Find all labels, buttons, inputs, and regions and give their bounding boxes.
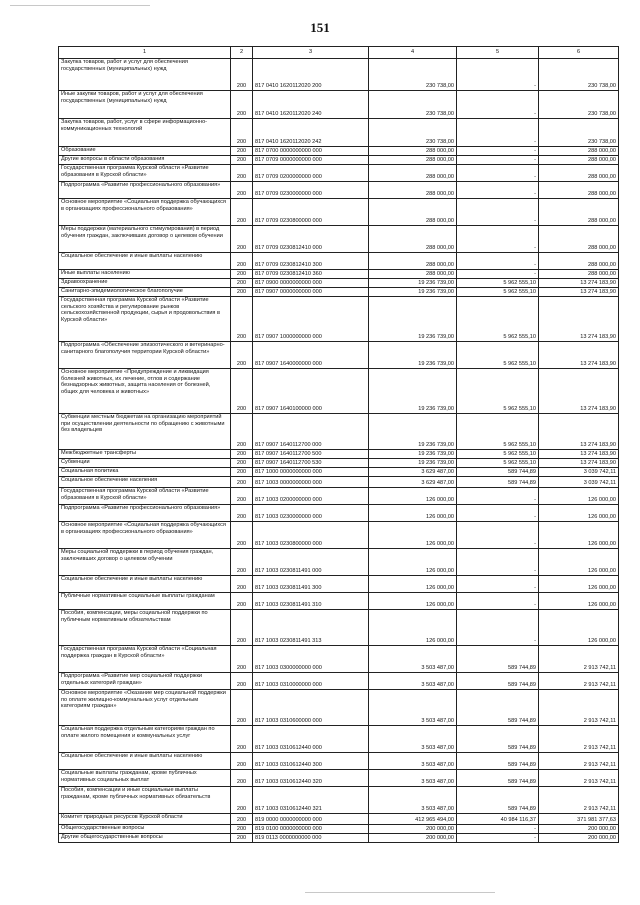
row-value-col6: 13 274 183,90 xyxy=(539,450,619,459)
row-admin-code: 200 xyxy=(231,753,253,770)
row-value-col6: 13 274 183,90 xyxy=(539,369,619,414)
row-value-col4: 126 000,00 xyxy=(369,505,457,522)
table-row xyxy=(59,770,619,787)
row-admin-code: 200 xyxy=(231,825,253,834)
row-value-col4: 230 738,00 xyxy=(369,119,457,147)
row-budget-code: 817 0709 0200000000 000 xyxy=(253,165,369,182)
row-value-col4: 3 503 487,00 xyxy=(369,673,457,690)
row-admin-code: 200 xyxy=(231,288,253,297)
row-name: Субвенции местным бюджетам на организацию мероприятий при осуществлении деятельности по обращению с животными без владельцев xyxy=(59,414,231,450)
row-admin-code: 200 xyxy=(231,673,253,690)
row-value-col5: - xyxy=(457,825,539,834)
table-row xyxy=(59,119,619,147)
table-row xyxy=(59,91,619,119)
row-name: Меры поддержки (материального стимулирования) в период обучения граждан, заключивших договор о целевом обучении xyxy=(59,226,231,253)
table-row xyxy=(59,646,619,673)
row-admin-code: 200 xyxy=(231,279,253,288)
table-row xyxy=(59,165,619,182)
row-budget-code: 817 1003 0230811491 313 xyxy=(253,610,369,646)
row-value-col5: - xyxy=(457,226,539,253)
row-value-col6: 13 274 183,90 xyxy=(539,342,619,369)
row-admin-code: 200 xyxy=(231,297,253,342)
row-value-col4: 19 236 739,00 xyxy=(369,342,457,369)
row-name: Иные выплаты населению xyxy=(59,270,231,279)
row-value-col5: 589 744,89 xyxy=(457,646,539,673)
row-value-col4: 3 629 487,00 xyxy=(369,468,457,477)
row-admin-code: 200 xyxy=(231,450,253,459)
row-value-col5: - xyxy=(457,165,539,182)
row-value-col4: 19 236 739,00 xyxy=(369,369,457,414)
row-value-col6: 13 274 183,90 xyxy=(539,297,619,342)
row-value-col5: - xyxy=(457,576,539,593)
row-value-col6: 288 000,00 xyxy=(539,226,619,253)
table-row xyxy=(59,522,619,549)
row-budget-code: 817 0410 1620112020 200 xyxy=(253,59,369,91)
row-value-col5: 589 744,89 xyxy=(457,787,539,814)
row-admin-code: 200 xyxy=(231,226,253,253)
row-admin-code: 200 xyxy=(231,156,253,165)
row-name: Социальное обеспечение и иные выплаты населению xyxy=(59,253,231,270)
row-admin-code: 200 xyxy=(231,91,253,119)
row-budget-code: 817 0907 1640100000 000 xyxy=(253,369,369,414)
row-value-col6: 13 274 183,90 xyxy=(539,459,619,468)
table-row xyxy=(59,593,619,610)
table-body xyxy=(59,59,619,843)
row-value-col5: 589 744,89 xyxy=(457,753,539,770)
column-header: 5 xyxy=(457,47,539,59)
row-value-col6: 126 000,00 xyxy=(539,549,619,576)
row-admin-code: 200 xyxy=(231,814,253,825)
row-name: Подпрограмма «Развитие профессионального образования» xyxy=(59,505,231,522)
row-value-col4: 288 000,00 xyxy=(369,165,457,182)
row-value-col6: 371 981 377,63 xyxy=(539,814,619,825)
row-name: Социальная поддержка отдельным категориям граждан по оплате жилого помещения и коммунальных услуг xyxy=(59,726,231,753)
row-value-col4: 288 000,00 xyxy=(369,226,457,253)
row-name: Основное мероприятие «Оказание мер социальной поддержки по оплате жилищно-коммунальных услуг отдельным категориям граждан» xyxy=(59,690,231,726)
row-budget-code: 817 0907 1640112700 530 xyxy=(253,459,369,468)
row-value-col6: 13 274 183,90 xyxy=(539,279,619,288)
column-header: 1 xyxy=(59,47,231,59)
row-name: Закупка товаров, работ и услуг для обеспечения государственных (муниципальных) нужд xyxy=(59,59,231,91)
row-value-col4: 288 000,00 xyxy=(369,199,457,226)
row-value-col5: - xyxy=(457,253,539,270)
row-budget-code: 817 1000 0000000000 000 xyxy=(253,468,369,477)
row-admin-code: 200 xyxy=(231,369,253,414)
row-value-col6: 2 913 742,11 xyxy=(539,770,619,787)
header-row xyxy=(59,47,619,59)
table-row xyxy=(59,414,619,450)
row-value-col6: 13 274 183,90 xyxy=(539,288,619,297)
table-row xyxy=(59,477,619,488)
row-budget-code: 817 0907 1000000000 000 xyxy=(253,297,369,342)
row-budget-code: 817 1003 0310612440 000 xyxy=(253,726,369,753)
row-name: Социальные выплаты гражданам, кроме публичных нормативных социальных выплат xyxy=(59,770,231,787)
row-name: Пособия, компенсации, меры социальной поддержки по публичным нормативным обязательствам xyxy=(59,610,231,646)
row-value-col4: 19 236 739,00 xyxy=(369,414,457,450)
row-value-col6: 288 000,00 xyxy=(539,253,619,270)
row-admin-code: 200 xyxy=(231,119,253,147)
row-value-col4: 288 000,00 xyxy=(369,253,457,270)
row-value-col6: 2 913 742,11 xyxy=(539,753,619,770)
row-budget-code: 817 1003 0300000000 000 xyxy=(253,646,369,673)
row-name: Межбюджетные трансферты xyxy=(59,450,231,459)
row-budget-code: 817 1003 0310612440 300 xyxy=(253,753,369,770)
table-row xyxy=(59,576,619,593)
row-admin-code: 200 xyxy=(231,468,253,477)
row-admin-code: 200 xyxy=(231,342,253,369)
table-row xyxy=(59,459,619,468)
table-row xyxy=(59,825,619,834)
row-admin-code: 200 xyxy=(231,787,253,814)
row-admin-code: 200 xyxy=(231,549,253,576)
row-value-col6: 200 000,00 xyxy=(539,834,619,843)
table-row xyxy=(59,156,619,165)
row-value-col5: 40 984 116,37 xyxy=(457,814,539,825)
row-admin-code: 200 xyxy=(231,414,253,450)
row-budget-code: 817 0709 0230812410 000 xyxy=(253,226,369,253)
table-row xyxy=(59,673,619,690)
row-name: Другие общегосударственные вопросы xyxy=(59,834,231,843)
row-admin-code: 200 xyxy=(231,270,253,279)
row-budget-code: 819 0100 0000000000 000 xyxy=(253,825,369,834)
table-row xyxy=(59,288,619,297)
table-row xyxy=(59,199,619,226)
row-value-col4: 200 000,00 xyxy=(369,834,457,843)
table-row xyxy=(59,270,619,279)
row-value-col5: - xyxy=(457,59,539,91)
row-value-col6: 126 000,00 xyxy=(539,488,619,505)
row-budget-code: 817 1003 0230800000 000 xyxy=(253,522,369,549)
table-row xyxy=(59,753,619,770)
row-value-col5: - xyxy=(457,549,539,576)
row-value-col4: 288 000,00 xyxy=(369,182,457,199)
row-value-col5: - xyxy=(457,505,539,522)
row-value-col5: 589 744,89 xyxy=(457,726,539,753)
row-value-col4: 3 503 487,00 xyxy=(369,690,457,726)
row-value-col4: 3 503 487,00 xyxy=(369,646,457,673)
row-budget-code: 817 0900 0000000000 000 xyxy=(253,279,369,288)
row-value-col6: 200 000,00 xyxy=(539,825,619,834)
row-value-col4: 126 000,00 xyxy=(369,549,457,576)
row-value-col5: - xyxy=(457,834,539,843)
row-value-col5: 5 962 555,10 xyxy=(457,414,539,450)
table-row xyxy=(59,468,619,477)
row-value-col6: 2 913 742,11 xyxy=(539,726,619,753)
row-value-col6: 126 000,00 xyxy=(539,593,619,610)
row-name: Основное мероприятие «Предупреждение и ликвидация болезней животных, их лечение, отлов и содержание безнадзорных животных, защита населения от болезней, общих для человека и животных» xyxy=(59,369,231,414)
row-value-col5: 5 962 555,10 xyxy=(457,450,539,459)
row-budget-code: 817 0907 1640000000 000 xyxy=(253,342,369,369)
row-value-col6: 126 000,00 xyxy=(539,610,619,646)
table-row xyxy=(59,147,619,156)
row-value-col6: 288 000,00 xyxy=(539,270,619,279)
row-value-col5: - xyxy=(457,91,539,119)
row-value-col5: 589 744,89 xyxy=(457,477,539,488)
row-budget-code: 819 0113 0000000000 000 xyxy=(253,834,369,843)
row-value-col6: 288 000,00 xyxy=(539,182,619,199)
row-value-col6: 288 000,00 xyxy=(539,156,619,165)
row-value-col5: 5 962 555,10 xyxy=(457,459,539,468)
row-budget-code: 817 0907 1640112700 500 xyxy=(253,450,369,459)
row-value-col6: 288 000,00 xyxy=(539,199,619,226)
row-value-col4: 3 629 487,00 xyxy=(369,477,457,488)
row-admin-code: 200 xyxy=(231,253,253,270)
row-value-col5: - xyxy=(457,182,539,199)
row-budget-code: 817 1003 0200000000 000 xyxy=(253,488,369,505)
row-name: Комитет природных ресурсов Курской области xyxy=(59,814,231,825)
row-admin-code: 200 xyxy=(231,165,253,182)
row-value-col4: 230 738,00 xyxy=(369,91,457,119)
row-value-col4: 126 000,00 xyxy=(369,610,457,646)
row-name: Санитарно-эпидемиологическое благополучие xyxy=(59,288,231,297)
row-budget-code: 817 0709 0000000000 000 xyxy=(253,156,369,165)
row-value-col4: 19 236 739,00 xyxy=(369,297,457,342)
row-budget-code: 817 0700 0000000000 000 xyxy=(253,147,369,156)
row-value-col5: - xyxy=(457,522,539,549)
column-header: 4 xyxy=(369,47,457,59)
row-admin-code: 200 xyxy=(231,488,253,505)
table-row xyxy=(59,505,619,522)
row-value-col4: 19 236 739,00 xyxy=(369,459,457,468)
row-value-col6: 13 274 183,90 xyxy=(539,414,619,450)
row-admin-code: 200 xyxy=(231,459,253,468)
row-value-col4: 200 000,00 xyxy=(369,825,457,834)
row-value-col5: 5 962 555,10 xyxy=(457,369,539,414)
row-value-col5: 589 744,89 xyxy=(457,468,539,477)
row-budget-code: 817 1003 0230000000 000 xyxy=(253,505,369,522)
row-name: Основное мероприятие «Социальная поддержка обучающихся в организациях профессионального образования» xyxy=(59,199,231,226)
row-budget-code: 817 0709 0230812410 360 xyxy=(253,270,369,279)
table-row xyxy=(59,726,619,753)
row-value-col4: 126 000,00 xyxy=(369,488,457,505)
row-value-col6: 126 000,00 xyxy=(539,522,619,549)
row-value-col4: 3 503 487,00 xyxy=(369,770,457,787)
row-value-col6: 230 738,00 xyxy=(539,119,619,147)
row-value-col4: 230 738,00 xyxy=(369,59,457,91)
row-admin-code: 200 xyxy=(231,770,253,787)
row-budget-code: 817 0709 0230800000 000 xyxy=(253,199,369,226)
row-name: Субвенции xyxy=(59,459,231,468)
row-admin-code: 200 xyxy=(231,576,253,593)
row-name: Пособия, компенсации и иные социальные выплаты гражданам, кроме публичных нормативных обязательств xyxy=(59,787,231,814)
row-value-col4: 3 503 487,00 xyxy=(369,753,457,770)
row-value-col6: 230 738,00 xyxy=(539,59,619,91)
bottom-rule xyxy=(305,892,495,893)
table-row xyxy=(59,182,619,199)
row-budget-code: 817 1003 0310000000 000 xyxy=(253,673,369,690)
table-row xyxy=(59,297,619,342)
row-name: Образование xyxy=(59,147,231,156)
row-value-col5: 5 962 555,10 xyxy=(457,297,539,342)
row-admin-code: 200 xyxy=(231,646,253,673)
row-name: Подпрограмма «Развитие профессионального образования» xyxy=(59,182,231,199)
row-name: Здравоохранение xyxy=(59,279,231,288)
row-admin-code: 200 xyxy=(231,593,253,610)
row-value-col5: - xyxy=(457,119,539,147)
table-row xyxy=(59,787,619,814)
row-name: Общегосударственные вопросы xyxy=(59,825,231,834)
row-admin-code: 200 xyxy=(231,610,253,646)
row-value-col6: 126 000,00 xyxy=(539,576,619,593)
row-name: Подпрограмма «Обеспечение эпизоотического и ветеринарно-санитарного благополучия территории Курской области» xyxy=(59,342,231,369)
row-admin-code: 200 xyxy=(231,59,253,91)
row-budget-code: 817 1003 0310600000 000 xyxy=(253,690,369,726)
row-admin-code: 200 xyxy=(231,147,253,156)
table-row xyxy=(59,610,619,646)
row-value-col6: 3 039 742,11 xyxy=(539,468,619,477)
row-name: Социальная политика xyxy=(59,468,231,477)
row-budget-code: 819 0000 0000000000 000 xyxy=(253,814,369,825)
row-name: Государственная программа Курской области «Социальная поддержка граждан в Курской области» xyxy=(59,646,231,673)
row-budget-code: 817 0709 0230812410 300 xyxy=(253,253,369,270)
row-admin-code: 200 xyxy=(231,834,253,843)
row-value-col4: 3 503 487,00 xyxy=(369,787,457,814)
row-value-col5: - xyxy=(457,147,539,156)
row-budget-code: 817 1003 0000000000 000 xyxy=(253,477,369,488)
row-name: Социальное обеспечение и иные выплаты населению xyxy=(59,753,231,770)
row-name: Публичные нормативные социальные выплаты гражданам xyxy=(59,593,231,610)
row-name: Меры социальной поддержки в период обучения граждан, заключивших договор о целевом обучении xyxy=(59,549,231,576)
row-name: Государственная программа Курской области «Развитие образования в Курской области» xyxy=(59,165,231,182)
row-value-col6: 2 913 742,11 xyxy=(539,690,619,726)
row-budget-code: 817 0410 1620112020 240 xyxy=(253,91,369,119)
table-row xyxy=(59,549,619,576)
row-name: Социальное обеспечение и иные выплаты населению xyxy=(59,576,231,593)
row-value-col6: 126 000,00 xyxy=(539,505,619,522)
table-row xyxy=(59,59,619,91)
table-row xyxy=(59,279,619,288)
row-name: Закупка товаров, работ, услуг в сфере информационно-коммуникационных технологий xyxy=(59,119,231,147)
row-value-col5: 589 744,89 xyxy=(457,770,539,787)
column-header: 3 xyxy=(253,47,369,59)
row-value-col5: - xyxy=(457,199,539,226)
row-value-col4: 288 000,00 xyxy=(369,147,457,156)
row-budget-code: 817 0907 0000000000 000 xyxy=(253,288,369,297)
row-value-col5: - xyxy=(457,156,539,165)
row-value-col5: 589 744,89 xyxy=(457,690,539,726)
row-value-col5: - xyxy=(457,488,539,505)
row-budget-code: 817 1003 0230811491 310 xyxy=(253,593,369,610)
table-row xyxy=(59,834,619,843)
table-row xyxy=(59,814,619,825)
row-value-col6: 288 000,00 xyxy=(539,165,619,182)
row-budget-code: 817 0709 0230000000 000 xyxy=(253,182,369,199)
row-name: Подпрограмма «Развитие мер социальной поддержки отдельных категорий граждан» xyxy=(59,673,231,690)
table-row xyxy=(59,690,619,726)
row-value-col5: 589 744,89 xyxy=(457,673,539,690)
row-value-col4: 288 000,00 xyxy=(369,270,457,279)
page-number: 151 xyxy=(310,20,330,35)
row-admin-code: 200 xyxy=(231,182,253,199)
row-value-col5: 5 962 555,10 xyxy=(457,279,539,288)
row-budget-code: 817 0907 1640112700 000 xyxy=(253,414,369,450)
row-admin-code: 200 xyxy=(231,690,253,726)
row-value-col4: 3 503 487,00 xyxy=(369,726,457,753)
row-admin-code: 200 xyxy=(231,477,253,488)
row-value-col5: - xyxy=(457,593,539,610)
top-rule xyxy=(10,5,150,6)
row-value-col4: 288 000,00 xyxy=(369,156,457,165)
row-name: Иные закупки товаров, работ и услуг для обеспечения государственных (муниципальных) нужд xyxy=(59,91,231,119)
row-value-col6: 230 738,00 xyxy=(539,91,619,119)
row-admin-code: 200 xyxy=(231,522,253,549)
table-row xyxy=(59,369,619,414)
row-value-col6: 2 913 742,11 xyxy=(539,787,619,814)
row-budget-code: 817 1003 0310612440 321 xyxy=(253,787,369,814)
row-value-col4: 19 236 739,00 xyxy=(369,450,457,459)
table-row xyxy=(59,450,619,459)
row-name: Социальное обеспечение населения xyxy=(59,477,231,488)
row-name: Государственная программа Курской области «Развитие образования в Курской области» xyxy=(59,488,231,505)
table-row xyxy=(59,226,619,253)
row-value-col6: 2 913 742,11 xyxy=(539,673,619,690)
table-row xyxy=(59,342,619,369)
row-value-col4: 126 000,00 xyxy=(369,593,457,610)
column-header: 2 xyxy=(231,47,253,59)
row-name: Другие вопросы в области образования xyxy=(59,156,231,165)
column-header: 6 xyxy=(539,47,619,59)
row-value-col4: 126 000,00 xyxy=(369,522,457,549)
row-budget-code: 817 1003 0310612440 320 xyxy=(253,770,369,787)
row-value-col5: - xyxy=(457,270,539,279)
row-budget-code: 817 1003 0230811491 300 xyxy=(253,576,369,593)
row-value-col4: 19 236 739,00 xyxy=(369,279,457,288)
row-value-col6: 288 000,00 xyxy=(539,147,619,156)
row-admin-code: 200 xyxy=(231,726,253,753)
row-name: Основное мероприятие «Социальная поддержка обучающихся в организациях профессионального образования» xyxy=(59,522,231,549)
row-value-col6: 2 913 742,11 xyxy=(539,646,619,673)
row-value-col4: 126 000,00 xyxy=(369,576,457,593)
row-value-col6: 3 039 742,11 xyxy=(539,477,619,488)
row-budget-code: 817 1003 0230811491 000 xyxy=(253,549,369,576)
row-admin-code: 200 xyxy=(231,199,253,226)
row-value-col5: - xyxy=(457,610,539,646)
row-admin-code: 200 xyxy=(231,505,253,522)
row-value-col5: 5 962 555,10 xyxy=(457,342,539,369)
table-row xyxy=(59,253,619,270)
row-value-col4: 412 965 494,00 xyxy=(369,814,457,825)
row-budget-code: 817 0410 1620112020 242 xyxy=(253,119,369,147)
table-row xyxy=(59,488,619,505)
row-name: Государственная программа Курской области «Развитие сельского хозяйства и регулирование рынков сельскохозяйственной продукции, сырья и продовольствия в Курской области» xyxy=(59,297,231,342)
budget-table xyxy=(58,46,619,843)
row-value-col4: 19 236 739,00 xyxy=(369,288,457,297)
row-value-col5: 5 962 555,10 xyxy=(457,288,539,297)
